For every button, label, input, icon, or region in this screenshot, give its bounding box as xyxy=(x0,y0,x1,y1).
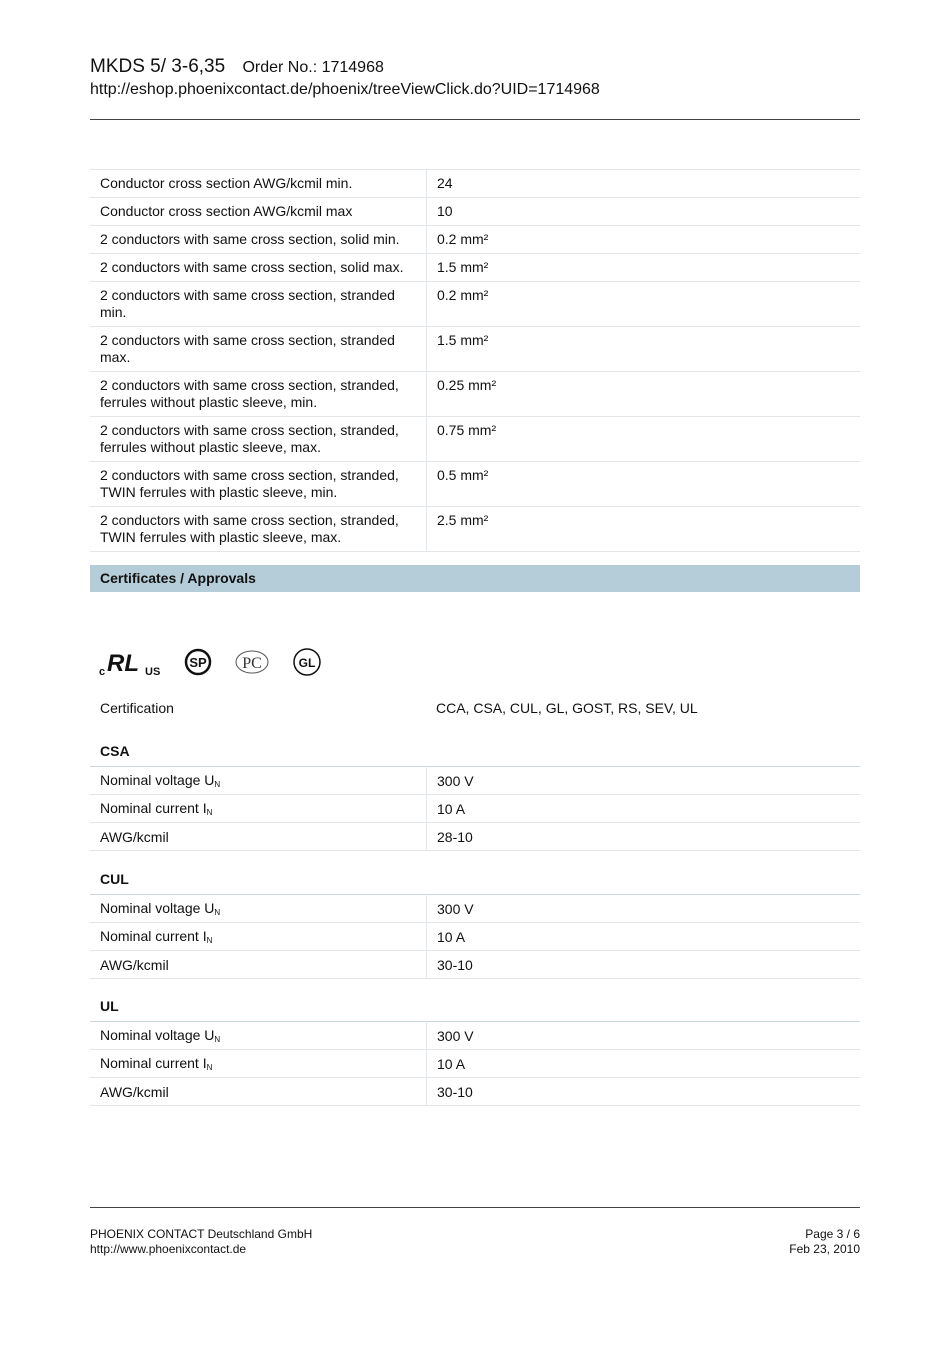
spec-key: 2 conductors with same cross section, solid min. xyxy=(90,226,427,254)
table-row xyxy=(90,923,860,951)
spec-value: 0.25 mm² xyxy=(427,372,861,417)
rating-value: 300 V xyxy=(427,1022,861,1050)
certification-label: Certification xyxy=(100,700,174,716)
rating-key: Nominal current $I_N$ xyxy=(90,795,427,823)
spec-key: 2 conductors with same cross section, stranded, TWIN ferrules with plastic sleeve, max. xyxy=(90,507,427,552)
spec-value: 24 xyxy=(427,170,861,198)
conductor-spec-table xyxy=(90,169,860,552)
order-number: Order No.: 1714968 xyxy=(242,59,384,76)
spec-key: 2 conductors with same cross section, stranded min. xyxy=(90,282,427,327)
spec-value: 1.5 mm² xyxy=(427,327,861,372)
csa-table xyxy=(90,766,860,851)
certification-value: CCA, CSA, CUL, GL, GOST, RS, SEV, UL xyxy=(436,700,698,716)
cul-table xyxy=(90,894,860,979)
table-row xyxy=(90,254,860,282)
header-divider xyxy=(90,119,860,120)
spec-value: 10 xyxy=(427,198,861,226)
group-title-ul: UL xyxy=(100,998,119,1014)
rating-value: 10 A xyxy=(427,795,861,823)
gl-logo-text: GL xyxy=(298,656,316,670)
section-title: Certificates / Approvals xyxy=(100,570,256,586)
spec-key: 2 conductors with same cross section, stranded max. xyxy=(90,327,427,372)
table-row xyxy=(90,462,860,507)
group-title-cul: CUL xyxy=(100,871,129,887)
rating-key: Nominal voltage $U_N$ xyxy=(90,1022,427,1050)
spec-value: 2.5 mm² xyxy=(427,507,861,552)
certificates-section-header xyxy=(90,565,860,592)
rating-key: AWG/kcmil xyxy=(90,823,427,851)
rating-value: 28-10 xyxy=(427,823,861,851)
rating-key: Nominal current $I_N$ xyxy=(90,923,427,951)
spec-key: 2 conductors with same cross section, solid max. xyxy=(90,254,427,282)
spec-value: 1.5 mm² xyxy=(427,254,861,282)
table-row xyxy=(90,198,860,226)
table-row xyxy=(90,1022,860,1050)
product-url[interactable]: http://eshop.phoenixcontact.de/phoenix/treeViewClick.do?UID=1714968 xyxy=(90,81,600,98)
rating-key: Nominal voltage $U_N$ xyxy=(90,767,427,795)
spec-value: 0.75 mm² xyxy=(427,417,861,462)
rating-value: 300 V xyxy=(427,767,861,795)
footer-left xyxy=(90,1227,312,1257)
rating-key: Nominal current $I_N$ xyxy=(90,1050,427,1078)
spec-value: 0.2 mm² xyxy=(427,282,861,327)
table-row xyxy=(90,767,860,795)
spec-key: Conductor cross section AWG/kcmil min. xyxy=(90,170,427,198)
ul-table xyxy=(90,1021,860,1106)
group-title-csa: CSA xyxy=(100,743,130,759)
cul-logo-mark: RL xyxy=(107,650,139,677)
rating-key: AWG/kcmil xyxy=(90,951,427,979)
product-name: MKDS 5/ 3-6,35 xyxy=(90,56,226,77)
cul-logo-c: c xyxy=(99,666,106,677)
footer-right xyxy=(789,1227,860,1257)
table-row xyxy=(90,895,860,923)
spec-key: 2 conductors with same cross section, stranded, TWIN ferrules with plastic sleeve, min. xyxy=(90,462,427,507)
table-row xyxy=(90,795,860,823)
spec-key: 2 conductors with same cross section, stranded, ferrules without plastic sleeve, max. xyxy=(90,417,427,462)
table-row xyxy=(90,417,860,462)
footer-divider xyxy=(90,1207,860,1208)
page-number: Page 3 / 6 xyxy=(805,1227,860,1241)
rating-value: 30-10 xyxy=(427,951,861,979)
spec-value: 0.5 mm² xyxy=(427,462,861,507)
table-row xyxy=(90,951,860,979)
footer-website[interactable]: http://www.phoenixcontact.de xyxy=(90,1242,247,1256)
spec-value: 0.2 mm² xyxy=(427,226,861,254)
table-row xyxy=(90,1078,860,1106)
table-row xyxy=(90,372,860,417)
csa-logo-text: SP xyxy=(189,655,207,670)
cul-us-logo-icon xyxy=(98,647,162,677)
header-title-line xyxy=(90,55,860,80)
rating-value: 10 A xyxy=(427,923,861,951)
certification-row xyxy=(100,700,860,716)
rating-value: 10 A xyxy=(427,1050,861,1078)
certification-logos xyxy=(98,645,322,679)
table-row xyxy=(90,507,860,552)
document-date: Feb 23, 2010 xyxy=(789,1242,860,1256)
page-header xyxy=(90,55,860,100)
footer-company: PHOENIX CONTACT Deutschland GmbH xyxy=(90,1227,313,1241)
spec-key: 2 conductors with same cross section, stranded, ferrules without plastic sleeve, min. xyxy=(90,372,427,417)
gost-logo-text: PC xyxy=(242,655,262,672)
table-row xyxy=(90,226,860,254)
table-row xyxy=(90,1050,860,1078)
table-row xyxy=(90,327,860,372)
table-row xyxy=(90,823,860,851)
table-row xyxy=(90,282,860,327)
csa-logo-icon xyxy=(184,647,212,677)
rating-value: 300 V xyxy=(427,895,861,923)
rating-key: Nominal voltage $U_N$ xyxy=(90,895,427,923)
table-row xyxy=(90,170,860,198)
cul-logo-us: US xyxy=(145,666,161,677)
spec-key: Conductor cross section AWG/kcmil max xyxy=(90,198,427,226)
gl-logo-icon xyxy=(292,647,322,677)
rating-value: 30-10 xyxy=(427,1078,861,1106)
gost-logo-icon xyxy=(234,647,270,677)
rating-key: AWG/kcmil xyxy=(90,1078,427,1106)
